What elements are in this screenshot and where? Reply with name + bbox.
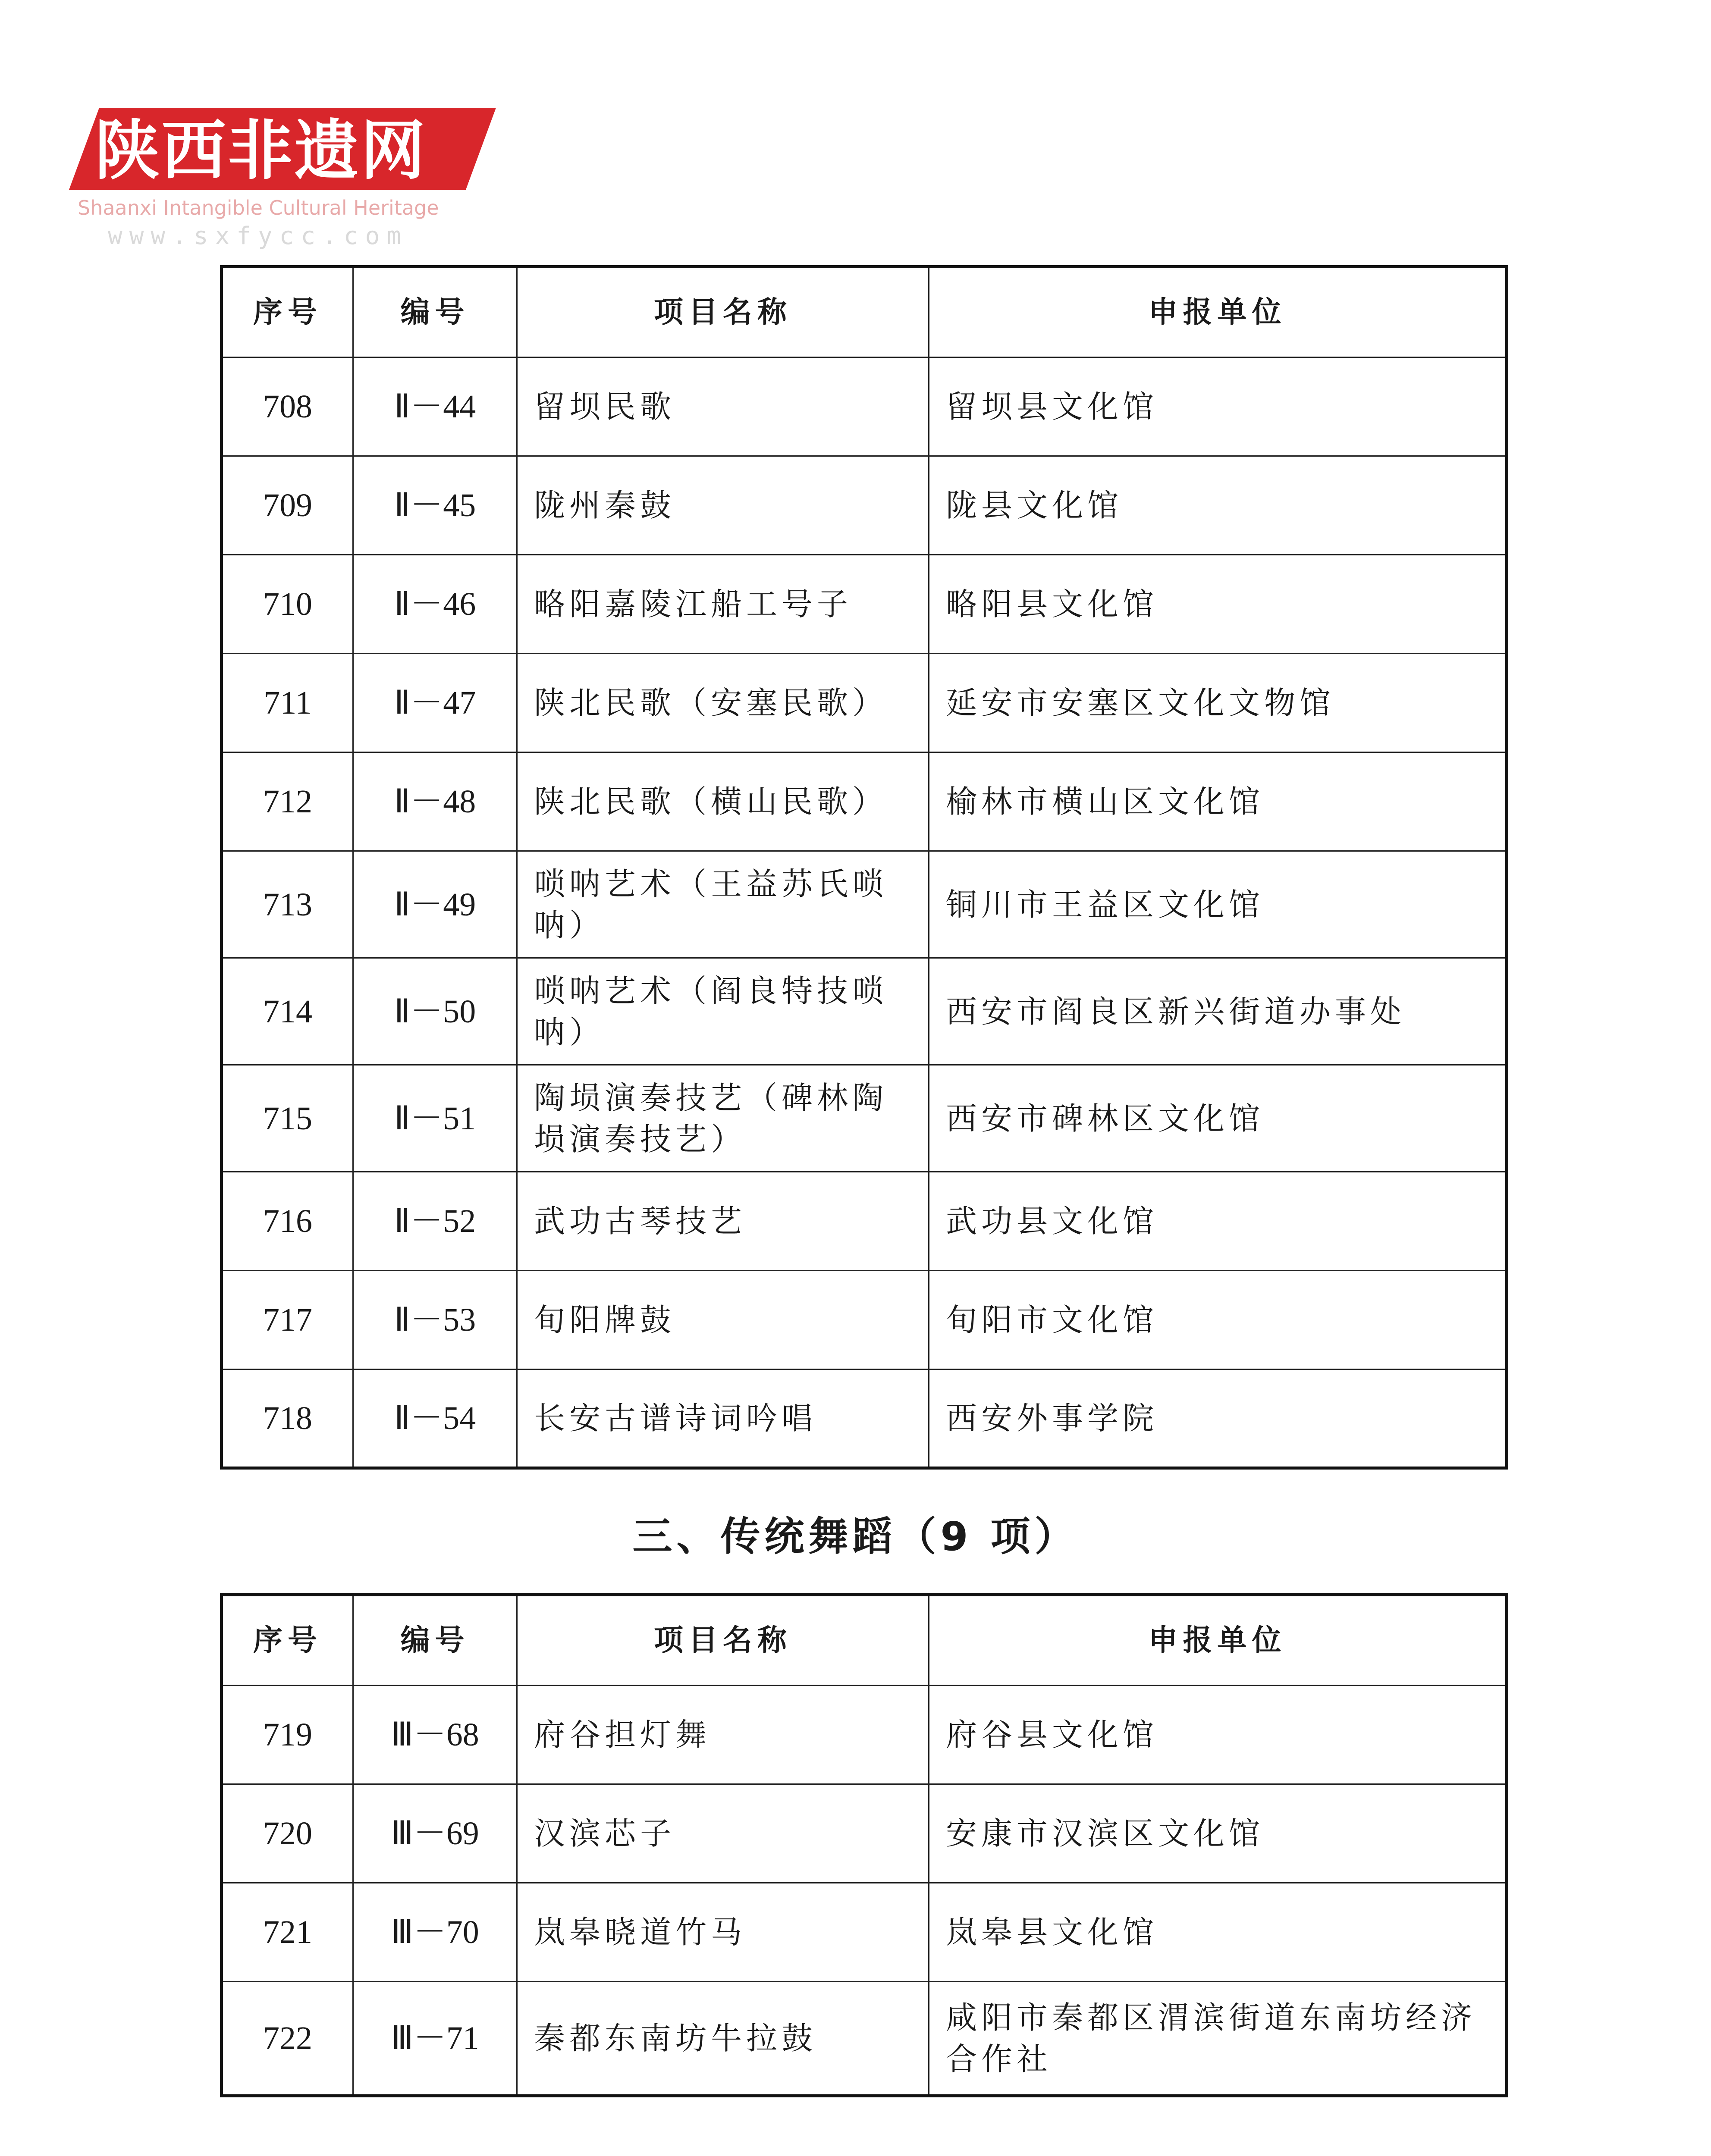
cell-unit: 西安市阎良区新兴街道办事处 [929, 958, 1507, 1065]
table-row [222, 851, 1507, 958]
cell-seq: 710 [222, 555, 353, 654]
table-row [222, 1172, 1507, 1271]
cell-name: 岚皋晓道竹马 [517, 1883, 929, 1982]
logo-url: www.sxfycc.com [108, 222, 408, 250]
section-title: 三、传统舞蹈（9 项） [632, 1514, 1079, 1560]
cell-unit: 安康市汉滨区文化馆 [929, 1784, 1507, 1883]
cell-code: Ⅱ－51 [353, 1065, 517, 1172]
cell-unit: 榆林市横山区文化馆 [929, 752, 1507, 851]
cell-seq: 711 [222, 654, 353, 752]
table-row [222, 752, 1507, 851]
cell-unit: 铜川市王益区文化馆 [929, 851, 1507, 958]
cell-unit: 旬阳市文化馆 [929, 1271, 1507, 1369]
cell-seq: 709 [222, 456, 353, 555]
cell-unit: 陇县文化馆 [929, 456, 1507, 555]
cell-name: 武功古琴技艺 [517, 1172, 929, 1271]
cell-code: Ⅱ－52 [353, 1172, 517, 1271]
cell-seq: 721 [222, 1883, 353, 1982]
cell-unit: 武功县文化馆 [929, 1172, 1507, 1271]
table-row [222, 1784, 1507, 1883]
cell-code: Ⅱ－47 [353, 654, 517, 752]
cell-name: 陶埙演奏技艺（碑林陶埙演奏技艺） [517, 1065, 929, 1172]
table-row [222, 958, 1507, 1065]
table-row [222, 1982, 1507, 2096]
header-unit: 申报单位 [929, 1595, 1507, 1686]
cell-seq: 719 [222, 1686, 353, 1784]
header-unit: 申报单位 [929, 267, 1507, 357]
cell-seq: 715 [222, 1065, 353, 1172]
cell-code: Ⅱ－45 [353, 456, 517, 555]
cell-name: 府谷担灯舞 [517, 1686, 929, 1784]
cell-unit: 略阳县文化馆 [929, 555, 1507, 654]
cell-name: 陇州秦鼓 [517, 456, 929, 555]
cell-code: Ⅱ－49 [353, 851, 517, 958]
cell-name: 汉滨芯子 [517, 1784, 929, 1883]
table-row [222, 1883, 1507, 1982]
cell-seq: 712 [222, 752, 353, 851]
cell-code: Ⅲ－69 [353, 1784, 517, 1883]
table-row [222, 357, 1507, 456]
cell-name: 旬阳牌鼓 [517, 1271, 929, 1369]
cell-seq: 716 [222, 1172, 353, 1271]
cell-unit: 西安外事学院 [929, 1369, 1507, 1468]
cell-unit: 咸阳市秦都区渭滨街道东南坊经济合作社 [929, 1982, 1507, 2096]
table-row [222, 1271, 1507, 1369]
cell-code: Ⅱ－50 [353, 958, 517, 1065]
cell-name: 略阳嘉陵江船工号子 [517, 555, 929, 654]
dance-items-table [220, 1593, 1508, 2097]
cell-seq: 717 [222, 1271, 353, 1369]
cell-code: Ⅱ－44 [353, 357, 517, 456]
cell-unit: 府谷县文化馆 [929, 1686, 1507, 1784]
header-seq: 序号 [222, 267, 353, 357]
cell-code: Ⅱ－54 [353, 1369, 517, 1468]
header-code: 编号 [353, 267, 517, 357]
header-code: 编号 [353, 1595, 517, 1686]
cell-seq: 722 [222, 1982, 353, 2096]
cell-seq: 720 [222, 1784, 353, 1883]
cell-name: 陕北民歌（横山民歌） [517, 752, 929, 851]
cell-unit: 岚皋县文化馆 [929, 1883, 1507, 1982]
cell-code: Ⅱ－53 [353, 1271, 517, 1369]
table-row [222, 1065, 1507, 1172]
cell-code: Ⅲ－68 [353, 1686, 517, 1784]
table-row [222, 654, 1507, 752]
table-row [222, 555, 1507, 654]
logo-title: 陕西非遗网 [95, 113, 427, 188]
site-watermark-logo [69, 103, 500, 250]
cell-name: 长安古谱诗词吟唱 [517, 1369, 929, 1468]
logo-subtitle: Shaanxi Intangible Cultural Heritage [78, 196, 439, 219]
cell-name: 陕北民歌（安塞民歌） [517, 654, 929, 752]
cell-unit: 西安市碑林区文化馆 [929, 1065, 1507, 1172]
table-row [222, 1369, 1507, 1468]
cell-code: Ⅱ－48 [353, 752, 517, 851]
cell-name: 唢呐艺术（王益苏氏唢呐） [517, 851, 929, 958]
cell-unit: 留坝县文化馆 [929, 357, 1507, 456]
header-name: 项目名称 [517, 267, 929, 357]
header-seq: 序号 [222, 1595, 353, 1686]
cell-seq: 713 [222, 851, 353, 958]
cell-unit: 延安市安塞区文化文物馆 [929, 654, 1507, 752]
cell-code: Ⅲ－71 [353, 1982, 517, 2096]
table-row [222, 456, 1507, 555]
table-header-row [222, 1595, 1507, 1686]
cell-seq: 718 [222, 1369, 353, 1468]
cell-name: 秦都东南坊牛拉鼓 [517, 1982, 929, 2096]
cell-seq: 708 [222, 357, 353, 456]
music-items-table [220, 265, 1508, 1470]
cell-name: 唢呐艺术（阎良特技唢呐） [517, 958, 929, 1065]
table-header-row [222, 267, 1507, 357]
cell-name: 留坝民歌 [517, 357, 929, 456]
cell-code: Ⅱ－46 [353, 555, 517, 654]
header-name: 项目名称 [517, 1595, 929, 1686]
cell-code: Ⅲ－70 [353, 1883, 517, 1982]
table-row [222, 1686, 1507, 1784]
cell-seq: 714 [222, 958, 353, 1065]
